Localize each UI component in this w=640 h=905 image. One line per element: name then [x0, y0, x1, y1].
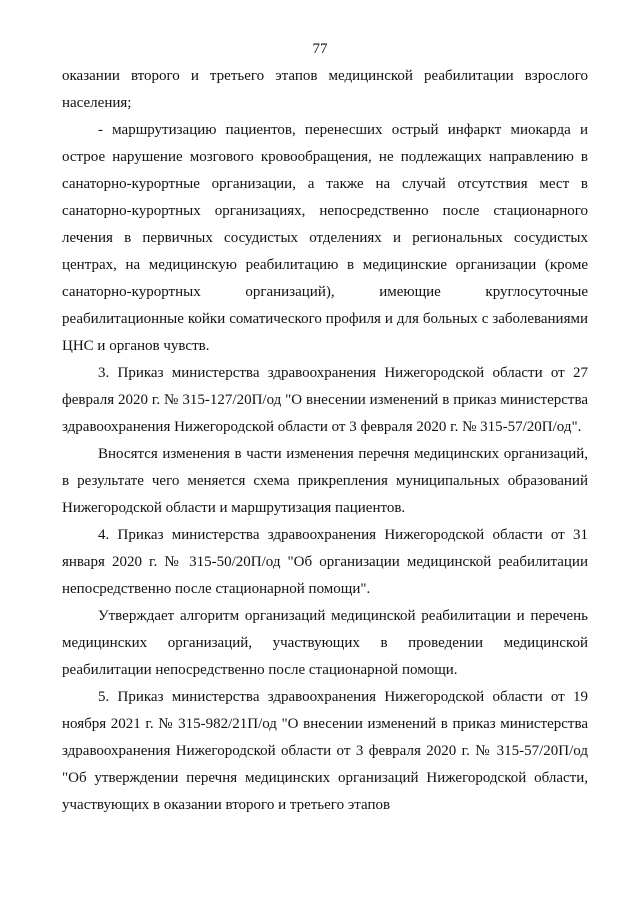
document-body: [62, 63, 588, 819]
page-number: 77: [312, 41, 328, 57]
paragraph-order-4-description: Утверждает алгоритм организаций медицинской реабилитации и перечень медицинских организаций, участвующих в проведении медицинской реабилитации непосредственно после стационарной помощи.: [62, 608, 588, 678]
paragraph-continuation: оказании второго и третьего этапов медицинской реабилитации взрослого населения;: [62, 68, 588, 111]
paragraph-order-3-description: Вносятся изменения в части изменения перечня медицинских организаций, в результате чего меняется схема прикрепления муниципальных образований Нижегородской области и маршрутизация пациентов.: [62, 446, 588, 516]
paragraph-order-4: 4. Приказ министерства здравоохранения Нижегородской области от 31 января 2020 г. № 315-50/20П/од "Об организации медицинской реабилитации непосредственно после стационарной помощи".: [62, 527, 588, 597]
paragraph-order-5: 5. Приказ министерства здравоохранения Нижегородской области от 19 ноября 2021 г. № 315-982/21П/од "О внесении изменений в приказ министерства здравоохранения Нижегородской области от 3 февраля 2020 г. № 315-57/20П/од "Об утверждении перечня медицинских организаций Нижегородской области, участвующих в оказании второго и третьего этапов: [62, 689, 588, 813]
paragraph-routing: - маршрутизацию пациентов, перенесших острый инфаркт миокарда и острое нарушение мозгового кровообращения, не подлежащих направлению в санаторно-курортные организации, а также на случай отсутствия мест в санаторно-курортных организациях, непосредственно после стационарного лечения в первичных сосудистых отделениях и региональных сосудистых центрах, на медицинскую реабилитацию в медицинские организации (кроме санаторно-курортных организаций), имеющие круглосуточные реабилитационные койки соматического профиля и для больных с заболеваниями ЦНС и органов чувств.: [62, 122, 588, 354]
paragraph-order-3: 3. Приказ министерства здравоохранения Нижегородской области от 27 февраля 2020 г. № 315-127/20П/од "О внесении изменений в приказ министерства здравоохранения Нижегородской области от 3 февраля 2020 г. № 315-57/20П/од".: [62, 365, 588, 435]
